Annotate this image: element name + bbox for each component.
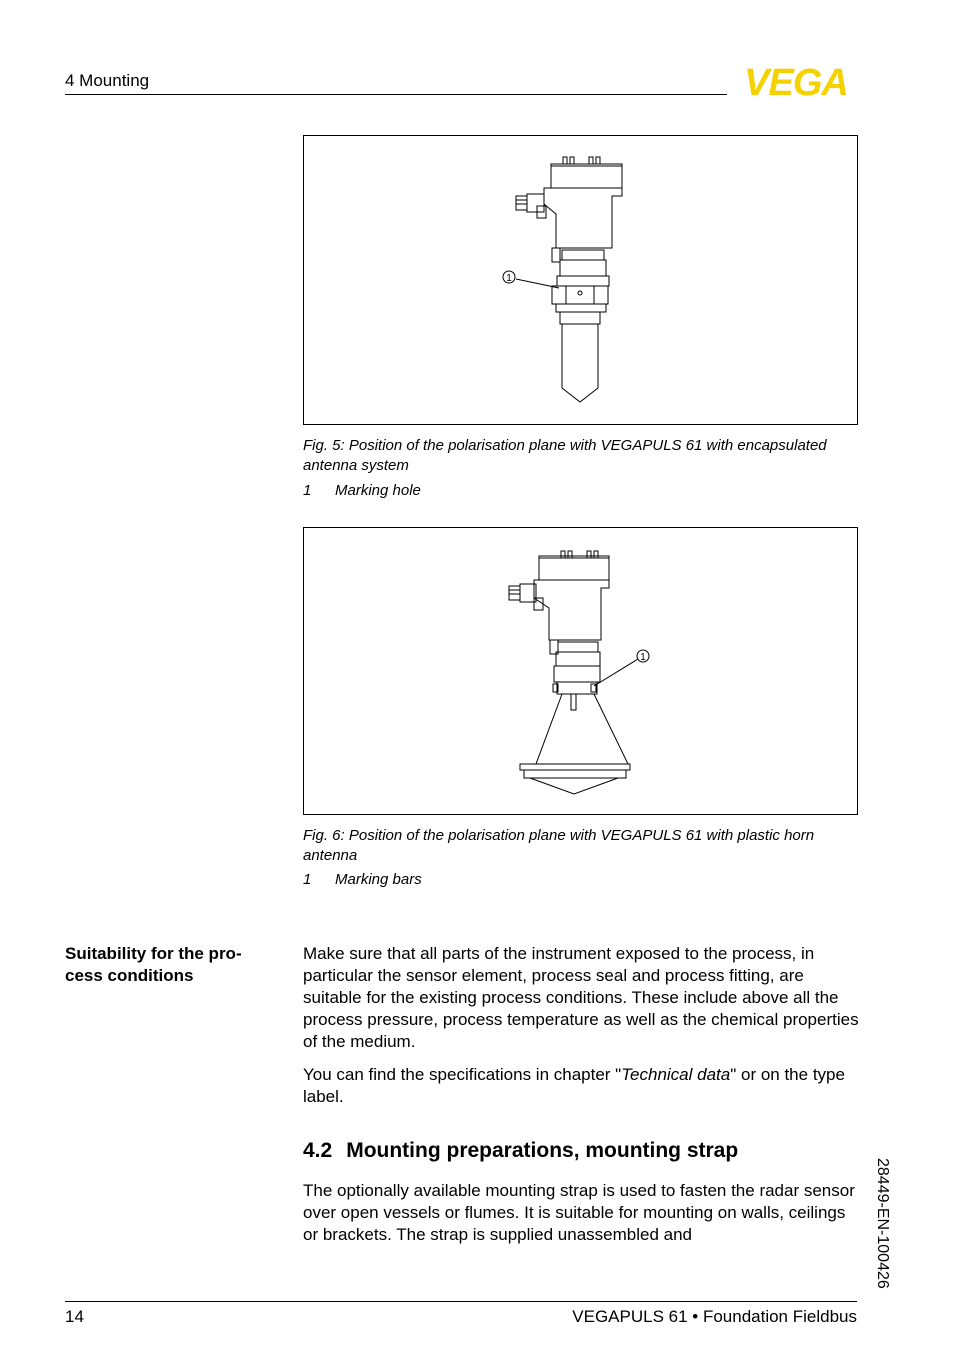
callout-number: 1: [506, 273, 512, 284]
figure-6-caption: Fig. 6: Position of the polarisation plane with VEGAPULS 61 with plastic horn antenna: [303, 827, 815, 864]
vega-logo-icon: [735, 64, 858, 98]
side-heading-suitability: Suitability for the pro- cess conditions: [65, 944, 242, 985]
running-header: 4 Mounting: [65, 71, 150, 90]
legend-text: Marking hole: [335, 482, 421, 499]
vega-logo: [735, 64, 858, 98]
sensor-plastic-horn-antenna-drawing: [304, 528, 857, 814]
page-number: 14: [65, 1307, 84, 1326]
document-id-margin: [860, 1158, 900, 1308]
legend-number: 1: [303, 482, 312, 499]
sensor-encapsulated-antenna-drawing: [304, 136, 857, 424]
figure-5-caption: Fig. 5: Position of the polarisation plane with VEGAPULS 61 with encapsulated antenna system: [303, 437, 827, 474]
section-number: 4.2: [303, 1139, 333, 1162]
figure-5-legend-item: [303, 481, 703, 501]
header-rule: [65, 94, 727, 95]
legend-number: 1: [303, 871, 312, 888]
technical-data-reference: Technical data: [621, 1065, 731, 1084]
figure-6-legend-item: [303, 870, 703, 890]
footer-product-name: VEGAPULS 61 • Foundation Fieldbus: [572, 1307, 857, 1326]
document-id: 28449-EN-100426: [874, 1158, 891, 1289]
figure-6: [303, 527, 858, 815]
mounting-strap-paragraph: The optionally available mounting strap is used to fasten the radar sensor over open vessels or flumes. It is suitable for mounting on walls, ceilings or brackets. The strap is supplied unassembled and: [303, 1181, 855, 1244]
callout-number: 1: [640, 652, 646, 663]
paragraph-text: You can find the specifications in chapter ": [303, 1065, 622, 1084]
logo-wordmark: VEGA: [744, 64, 848, 98]
suitability-paragraph-1: Make sure that all parts of the instrument exposed to the process, in particular the sensor element, process seal and process fitting, are suitable for the existing process conditions. These include above all the process pressure, process temperature as well as the chemical properties of the medium.: [303, 944, 859, 1051]
figure-5: [303, 135, 858, 425]
paragraph-text: " or on the type label.: [303, 1065, 845, 1106]
footer-rule: [65, 1301, 857, 1302]
section-title: Mounting preparations, mounting strap: [346, 1139, 739, 1162]
suitability-paragraph-2: [303, 1064, 859, 1108]
section-heading: [303, 1139, 738, 1163]
legend-text: Marking bars: [335, 871, 422, 888]
